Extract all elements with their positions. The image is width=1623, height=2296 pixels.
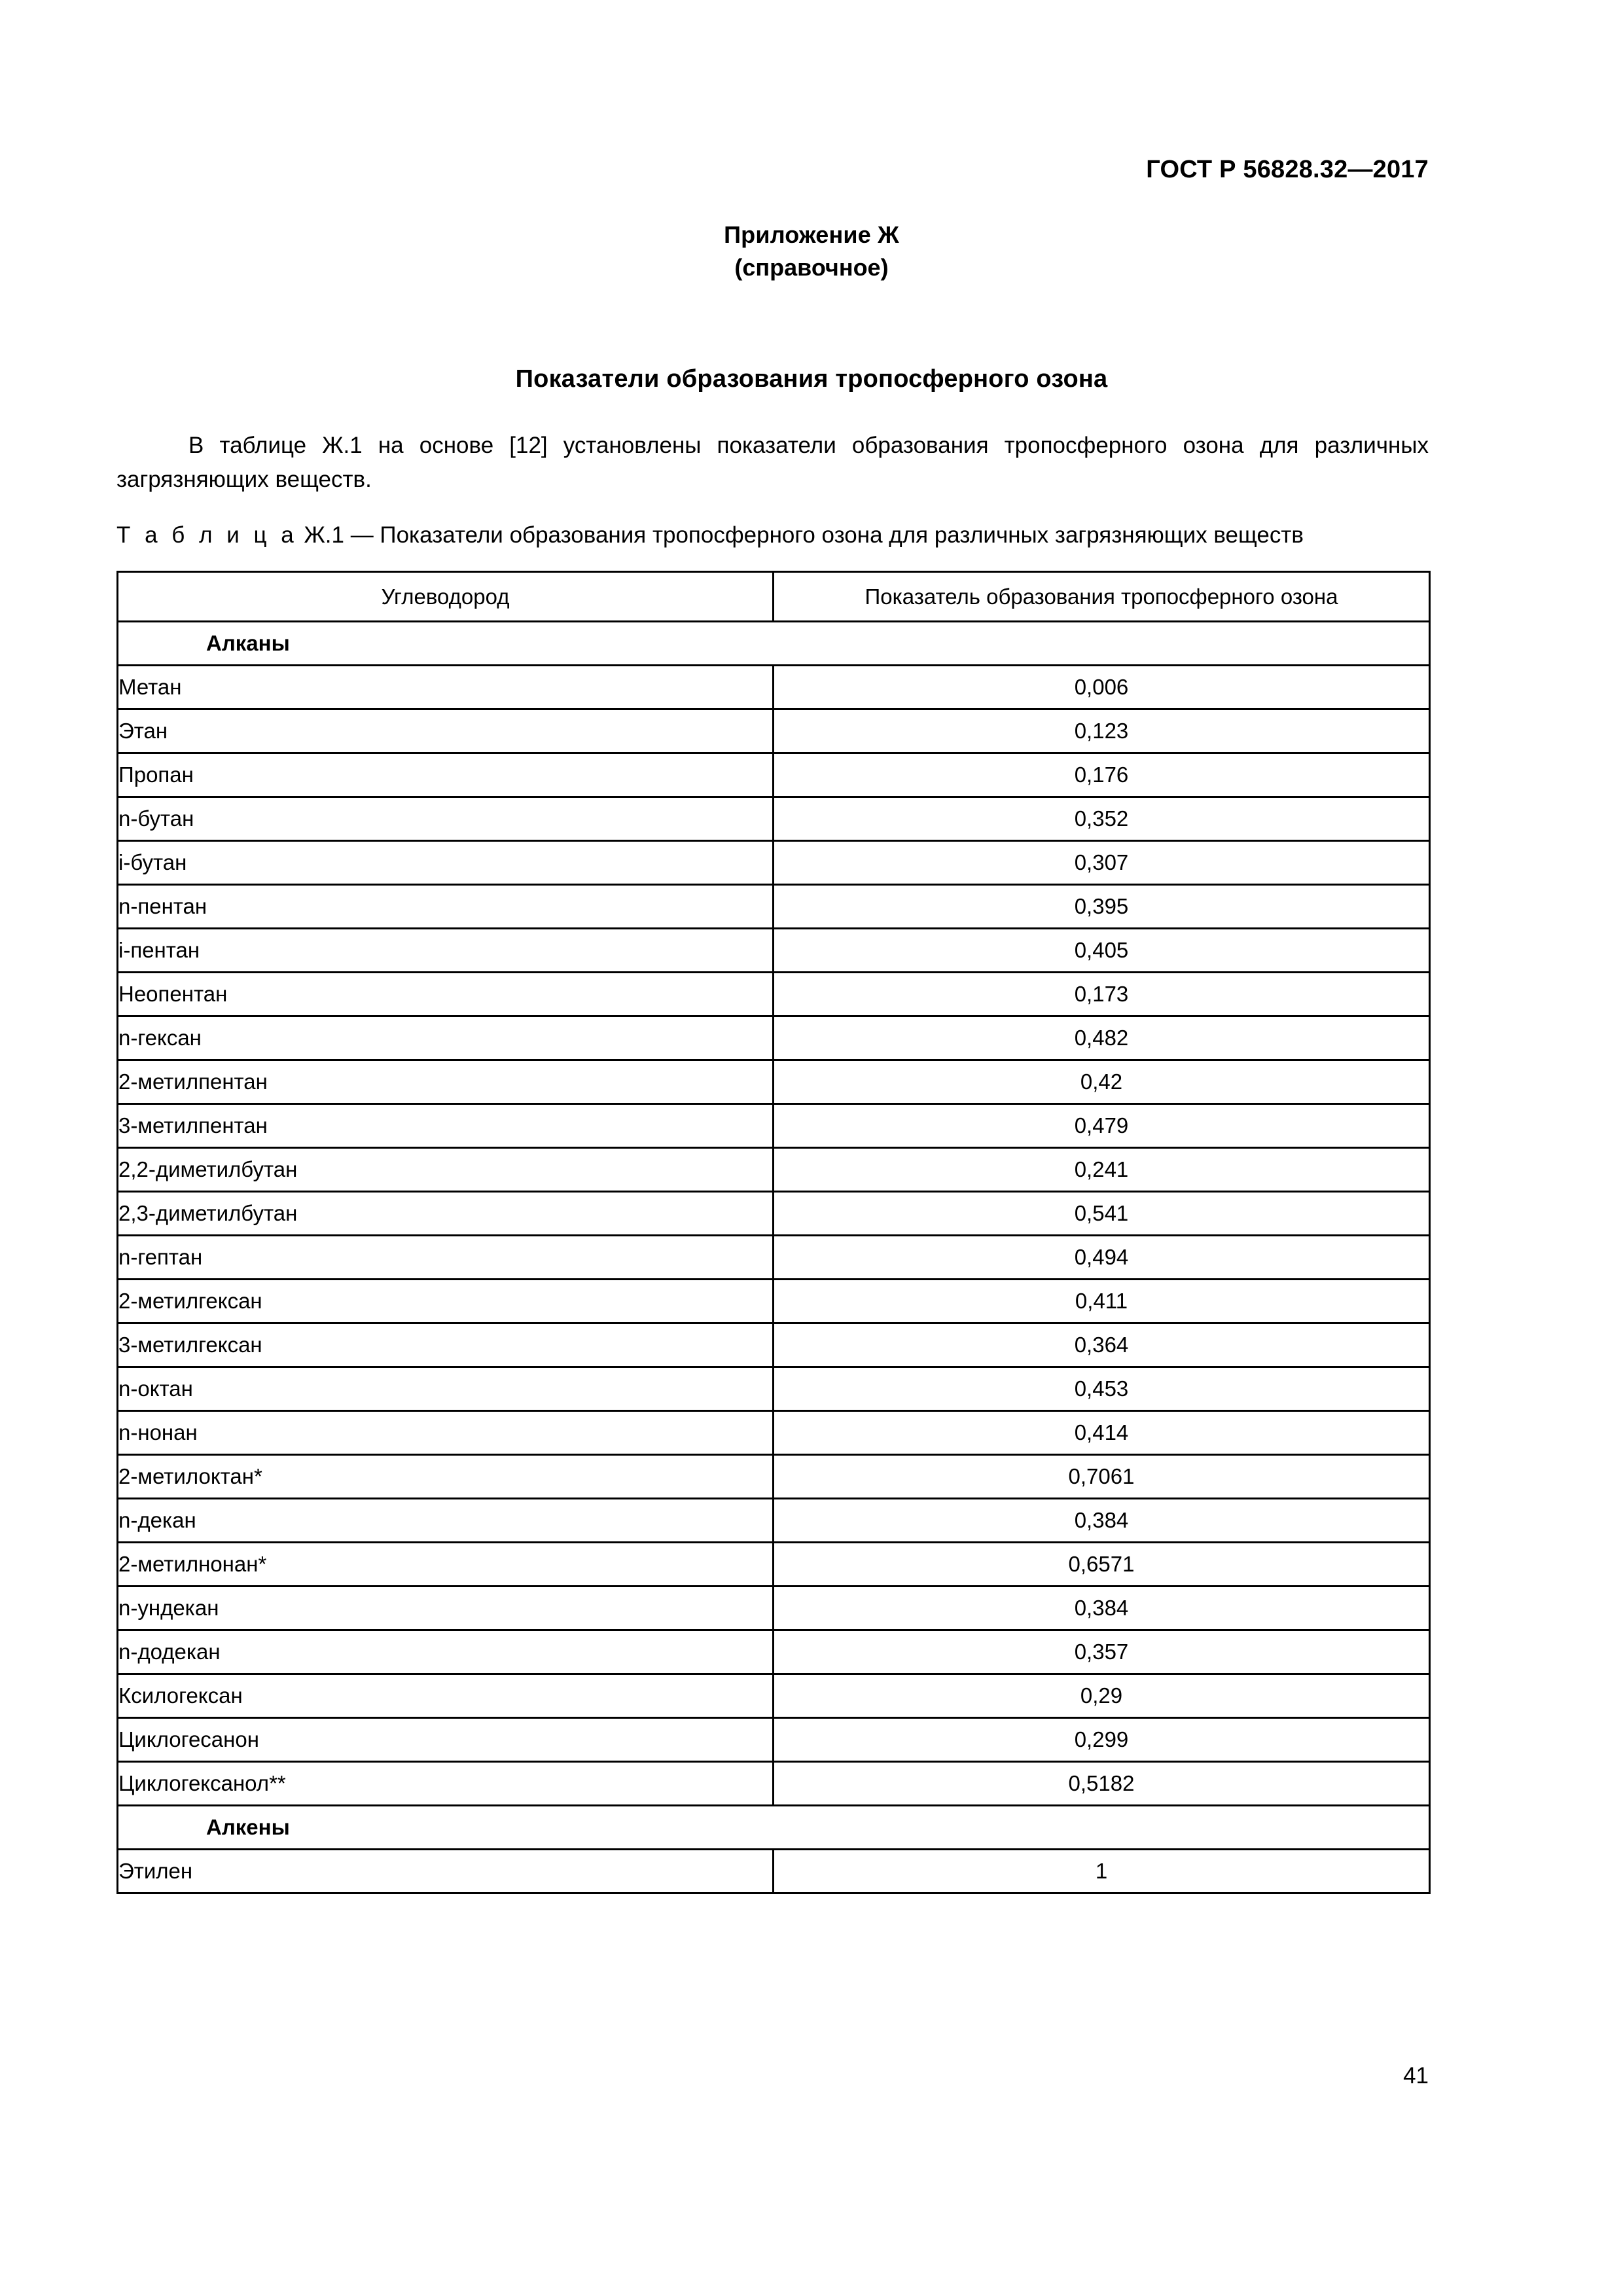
table-row: [118, 1587, 1430, 1630]
cell-hydrocarbon-name: Циклогесанон: [118, 1718, 774, 1762]
cell-ozone-value: 0,5182: [774, 1762, 1430, 1806]
group-label: Алканы: [118, 622, 1430, 666]
cell-hydrocarbon-name: n-октан: [118, 1367, 774, 1411]
table-row: [118, 1674, 1430, 1718]
table-row: [118, 1718, 1430, 1762]
page-number: 41: [1403, 2063, 1429, 2089]
table-row: [118, 1411, 1430, 1455]
cell-ozone-value: 0,414: [774, 1411, 1430, 1455]
table-row: [118, 1016, 1430, 1060]
cell-ozone-value: 0,482: [774, 1016, 1430, 1060]
cell-hydrocarbon-name: Пропан: [118, 753, 774, 797]
table-head: [118, 572, 1430, 622]
table-row: [118, 1280, 1430, 1323]
cell-hydrocarbon-name: 3-метилгексан: [118, 1323, 774, 1367]
cell-hydrocarbon-name: 2,2-диметилбутан: [118, 1148, 774, 1192]
table-row: [118, 1060, 1430, 1104]
cell-hydrocarbon-name: Циклогексанол**: [118, 1762, 774, 1806]
table-row: [118, 1543, 1430, 1587]
cell-hydrocarbon-name: n-ундекан: [118, 1587, 774, 1630]
table-caption: [116, 520, 1491, 550]
table-group-row: [118, 622, 1430, 666]
cell-ozone-value: 0,541: [774, 1192, 1430, 1236]
table-row: [118, 753, 1430, 797]
cell-hydrocarbon-name: 2-метилнонан*: [118, 1543, 774, 1587]
cell-hydrocarbon-name: 2-метилгексан: [118, 1280, 774, 1323]
table-row: [118, 797, 1430, 841]
table-row: [118, 885, 1430, 929]
cell-ozone-value: 0,352: [774, 797, 1430, 841]
column-header-ozone-indicator: Показатель образования тропосферного озона: [774, 572, 1430, 622]
table-row: [118, 929, 1430, 973]
table-row: [118, 1850, 1430, 1893]
cell-hydrocarbon-name: 2-метилпентан: [118, 1060, 774, 1104]
cell-hydrocarbon-name: n-декан: [118, 1499, 774, 1543]
intro-paragraph: В таблице Ж.1 на основе [12] установлены показатели образования тропосферного озона для различных загрязняющих веществ.: [116, 433, 1429, 492]
cell-ozone-value: 0,405: [774, 929, 1430, 973]
cell-hydrocarbon-name: n-бутан: [118, 797, 774, 841]
cell-hydrocarbon-name: 2-метилоктан*: [118, 1455, 774, 1499]
table-row: [118, 1762, 1430, 1806]
table-row: [118, 1499, 1430, 1543]
cell-ozone-value: 0,6571: [774, 1543, 1430, 1587]
table-row: [118, 1367, 1430, 1411]
table-row: [118, 1148, 1430, 1192]
appendix-label: Приложение Ж: [724, 221, 899, 248]
table-row: [118, 1104, 1430, 1148]
table-row: [118, 1323, 1430, 1367]
table-row: [118, 841, 1430, 885]
table-caption-text: Ж.1 — Показатели образования тропосферного озона для различных загрязняющих веществ: [304, 522, 1304, 548]
cell-hydrocarbon-name: Неопентан: [118, 973, 774, 1016]
table-header-row: [118, 572, 1430, 622]
cell-ozone-value: 0,42: [774, 1060, 1430, 1104]
cell-hydrocarbon-name: 2,3-диметилбутан: [118, 1192, 774, 1236]
table-row: [118, 666, 1430, 709]
cell-hydrocarbon-name: n-додекан: [118, 1630, 774, 1674]
table-row: [118, 709, 1430, 753]
cell-ozone-value: 0,494: [774, 1236, 1430, 1280]
cell-ozone-value: 0,395: [774, 885, 1430, 929]
table-caption-lead: Т а б л и ц а: [116, 522, 298, 548]
cell-hydrocarbon-name: i-пентан: [118, 929, 774, 973]
table-row: [118, 1455, 1430, 1499]
cell-hydrocarbon-name: n-пентан: [118, 885, 774, 929]
cell-hydrocarbon-name: i-бутан: [118, 841, 774, 885]
table-row: [118, 973, 1430, 1016]
cell-ozone-value: 0,364: [774, 1323, 1430, 1367]
page-title: Показатели образования тропосферного озона: [515, 365, 1108, 393]
cell-ozone-value: 0,29: [774, 1674, 1430, 1718]
table-row: [118, 1236, 1430, 1280]
cell-hydrocarbon-name: Метан: [118, 666, 774, 709]
cell-hydrocarbon-name: 3-метилпентан: [118, 1104, 774, 1148]
ozone-formation-table: [116, 571, 1431, 1894]
table-group-row: [118, 1806, 1430, 1850]
group-label: Алкены: [118, 1806, 1430, 1850]
cell-hydrocarbon-name: n-нонан: [118, 1411, 774, 1455]
cell-ozone-value: 0,384: [774, 1587, 1430, 1630]
cell-ozone-value: 0,7061: [774, 1455, 1430, 1499]
table-row: [118, 1192, 1430, 1236]
cell-hydrocarbon-name: Этилен: [118, 1850, 774, 1893]
cell-ozone-value: 0,176: [774, 753, 1430, 797]
cell-hydrocarbon-name: n-гексан: [118, 1016, 774, 1060]
table-row: [118, 1630, 1430, 1674]
cell-ozone-value: 0,241: [774, 1148, 1430, 1192]
cell-ozone-value: 0,357: [774, 1630, 1430, 1674]
cell-hydrocarbon-name: n-гептан: [118, 1236, 774, 1280]
cell-ozone-value: 0,384: [774, 1499, 1430, 1543]
appendix-type: (справочное): [734, 254, 889, 281]
table-body: [118, 622, 1430, 1893]
cell-ozone-value: 0,307: [774, 841, 1430, 885]
column-header-hydrocarbon: Углеводород: [118, 572, 774, 622]
cell-hydrocarbon-name: Ксилогексан: [118, 1674, 774, 1718]
cell-ozone-value: 0,453: [774, 1367, 1430, 1411]
appendix-heading-block: [0, 219, 1623, 284]
cell-ozone-value: 0,411: [774, 1280, 1430, 1323]
cell-ozone-value: 0,299: [774, 1718, 1430, 1762]
cell-ozone-value: 1: [774, 1850, 1430, 1893]
cell-hydrocarbon-name: Этан: [118, 709, 774, 753]
cell-ozone-value: 0,123: [774, 709, 1430, 753]
cell-ozone-value: 0,479: [774, 1104, 1430, 1148]
cell-ozone-value: 0,006: [774, 666, 1430, 709]
cell-ozone-value: 0,173: [774, 973, 1430, 1016]
standard-number-header: ГОСТ Р 56828.32—2017: [1146, 156, 1429, 183]
